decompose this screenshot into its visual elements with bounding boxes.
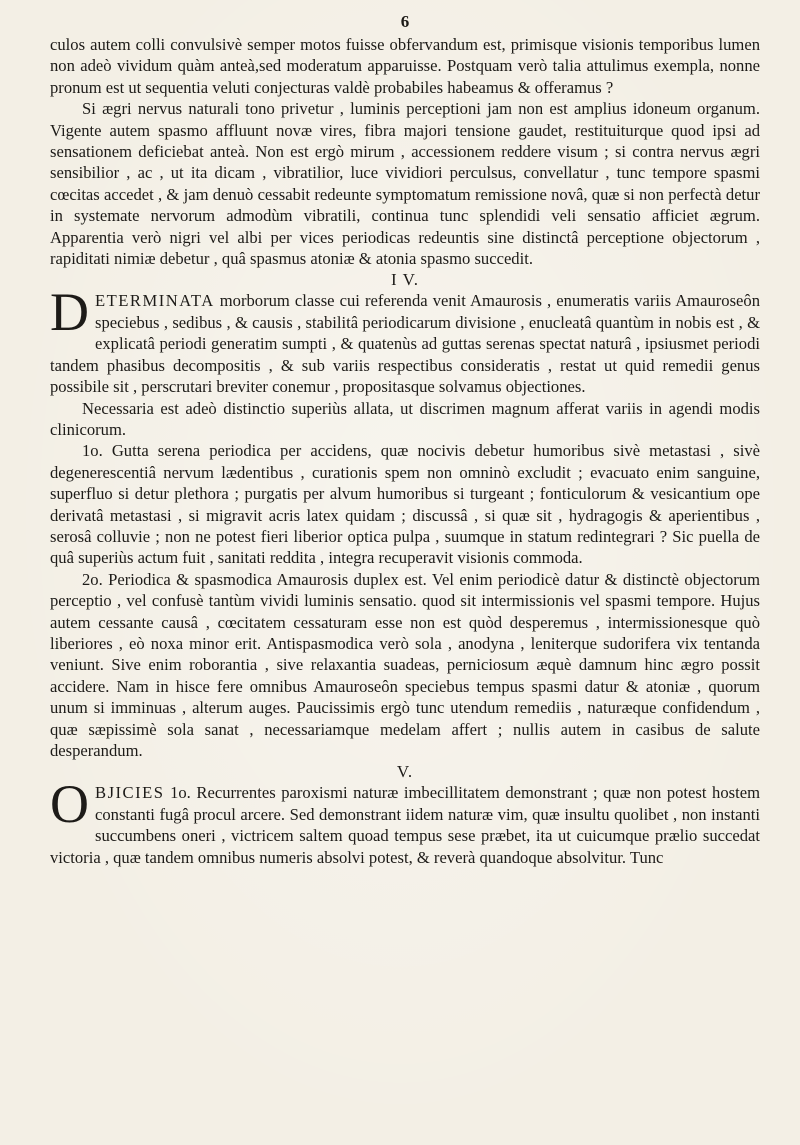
paragraph-point-2: 2o. Periodica & spasmodica Amaurosis duplex est. Vel enim periodicè datur & distinctè objectorum perceptio , vel confusè tantùm vividi luminis sensatio. quod sit intermissionis vel spasmi tempore. Hujus autem cessante causâ , cœcitatem cessaturam esse non est quòd desperemus , intermissionesque quò liberiores , eò noxa minor erit. Antispasmodica verò sola , anodyna , leniterque sudorifera vix tentanda veniunt. Sive enim roborantia , sive relaxantia suadeas, perniciosum æquè damnum hinc ægro possit accidere. Nam in hisce fere omnibus Amauroseôn speciebus tempus spasmi datur & atoniæ , quorum unum si imminuas , alterum auges. Paucissimis ergò tunc utendum remediis , naturæque confidendum , quæ sæpissimè sola sanat , necessariamque medelam affert ; nullis autem in casibus de salute desperandum.	[50, 569, 760, 760]
paragraph-continuation: culos autem colli convulsivè semper motos fuisse obfervandum est, primisque visionis temporibus lumen non adeò vividum quàm anteà,sed moderatum apparuisse. Postquam verò talia attulimus exempla, nonne pronum est ut sequentia veluti conjecturas valdè probabiles habeamus & offeramus ?	[50, 35, 760, 97]
paragraph-text: morborum classe cui referenda venit Amaurosis , enumeratis variis Amauroseôn speciebus , sedibus , & causis , stabilitâ periodicarum divisione , enucleatâ quantùm in nobis est , & explicatâ periodi generatim sumpti , & quatenùs ad guttas serenas spectat naturâ , ipsiusmet periodi tandem phasibus decompositis , & sub variis respectibus consideratis , restat ut quid remedii genus possibile sit , perscrutari breviter conemur , propositasque solvamus objectiones.	[50, 291, 760, 397]
paragraph-text: 1o. Recurrentes paroxismi naturæ imbecillitatem demonstrant ; quæ non potest hostem constanti fugâ procul arcere. Sed demonstrant iidem naturæ vim, quæ insultu quolibet , non instanti succumbens oneri , victricem saltem quoad tempus sese præbet, ita ut cuicumque prælio succedat victoria , quæ tandem omnibus numeris absolvi potest, & reverà quandoque absolvitur. Tunc	[50, 783, 760, 867]
section-heading-v: V.	[396, 762, 414, 782]
drop-cap-o: O	[50, 774, 89, 835]
lead-word: BJICIES	[95, 783, 165, 803]
drop-cap-d: D	[50, 282, 89, 343]
section-heading-iv: I V.	[391, 270, 419, 290]
paragraph-determinata	[50, 282, 760, 397]
paragraph-necessaria: Necessaria est adeò distinctio superiùs allata, ut discrimen magnum afferat variis in agendi modis clinicorum.	[50, 398, 760, 439]
page-number: 6	[400, 12, 410, 31]
paragraph-objicies	[50, 774, 760, 868]
paragraph-spasm: Si ægri nervus naturali tono privetur , luminis perceptioni jam non est amplius idoneum organum. Vigente autem spasmo affluunt novæ vires, fibra majori tensione gaudet, restituiturque quod ipsi ad sensationem deficiebat anteà. Non est ergò mirum , accessionem reddere visum ; si contra nervus ægri sensibilior , ac , ut ita dicam , vibratilior, luce vividiori perculsus, convellatur , tunc tempore spasmi cœcitas accedet , & jam denuò cessabit redeunte symptomatum remissione novâ, quæ si non perfectà detur in systemate nervorum admodùm vibratili, continua tunc splendidi veli sensatio afficiet ægrum. Apparentia verò nigri vel albi per vices periodicas redeuntis sine distinctâ perceptione objectorum , rapiditati nimiæ debetur , quâ spasmus atoniæ & atonia spasmo succedit.	[50, 99, 760, 269]
paragraph-point-1: 1o. Gutta serena periodica per accidens, quæ nocivis debetur humoribus sivè metastasi , sivè degenerescentiâ nervum lædentibus , curationis spem non omninò excludit ; evacuato enim sanguine, superfluo si detur plethora ; purgatis per alvum humoribus si turgeant ; fonticulorum & vesicantium ope derivatâ metastasi , si migravit acris latex quidam ; discussâ , si quæ sit , hydragogis & aperientibus , serosâ colluvie ; non ne potest fieri liberior optica pulpa , suumque in statum redintegrari ? Sic puella de quâ superiùs actum fuit , sanitati reddita , integra recuperavit visionis commoda.	[50, 441, 760, 568]
lead-word: ETERMINATA	[95, 291, 215, 311]
